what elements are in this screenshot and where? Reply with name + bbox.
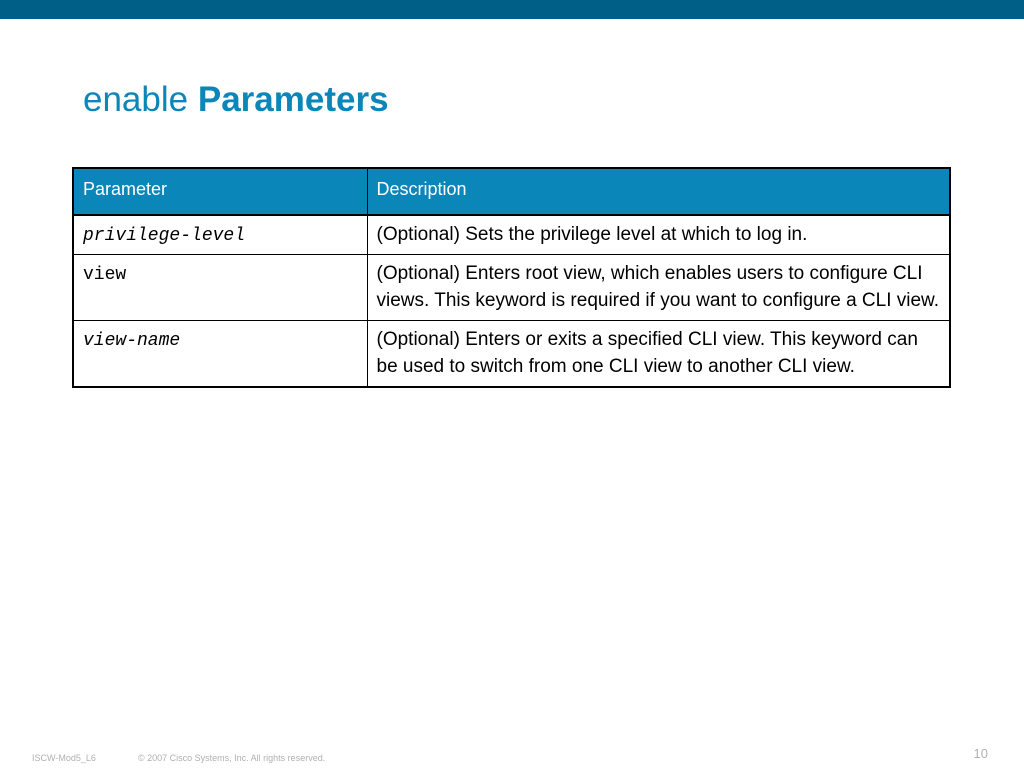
slide-title	[83, 78, 389, 122]
footer-module-id: ISCW-Mod5_L6	[32, 753, 96, 763]
column-header-parameter: Parameter	[73, 168, 367, 215]
parameter-cell: view-name	[73, 321, 367, 388]
top-banner-bar	[0, 0, 1024, 19]
parameter-cell: view	[73, 255, 367, 321]
title-emphasis: Parameters	[197, 80, 389, 119]
description-cell: (Optional) Enters or exits a specified CLI view. This keyword can be used to switch from one CLI view to another CLI view.	[367, 321, 950, 388]
column-header-description: Description	[367, 168, 950, 215]
parameter-cell: privilege-level	[73, 215, 367, 255]
table-row	[73, 255, 950, 321]
description-cell: (Optional) Sets the privilege level at which to log in.	[367, 215, 950, 255]
table-header-row	[73, 168, 950, 215]
table-row	[73, 215, 950, 255]
description-cell: (Optional) Enters root view, which enables users to configure CLI views. This keyword is required if you want to configure a CLI view.	[367, 255, 950, 321]
title-prefix: enable	[83, 80, 189, 119]
page-number: 10	[973, 746, 988, 761]
parameters-table	[72, 167, 951, 388]
footer-copyright: © 2007 Cisco Systems, Inc. All rights reserved.	[138, 753, 326, 763]
table-row	[73, 321, 950, 388]
